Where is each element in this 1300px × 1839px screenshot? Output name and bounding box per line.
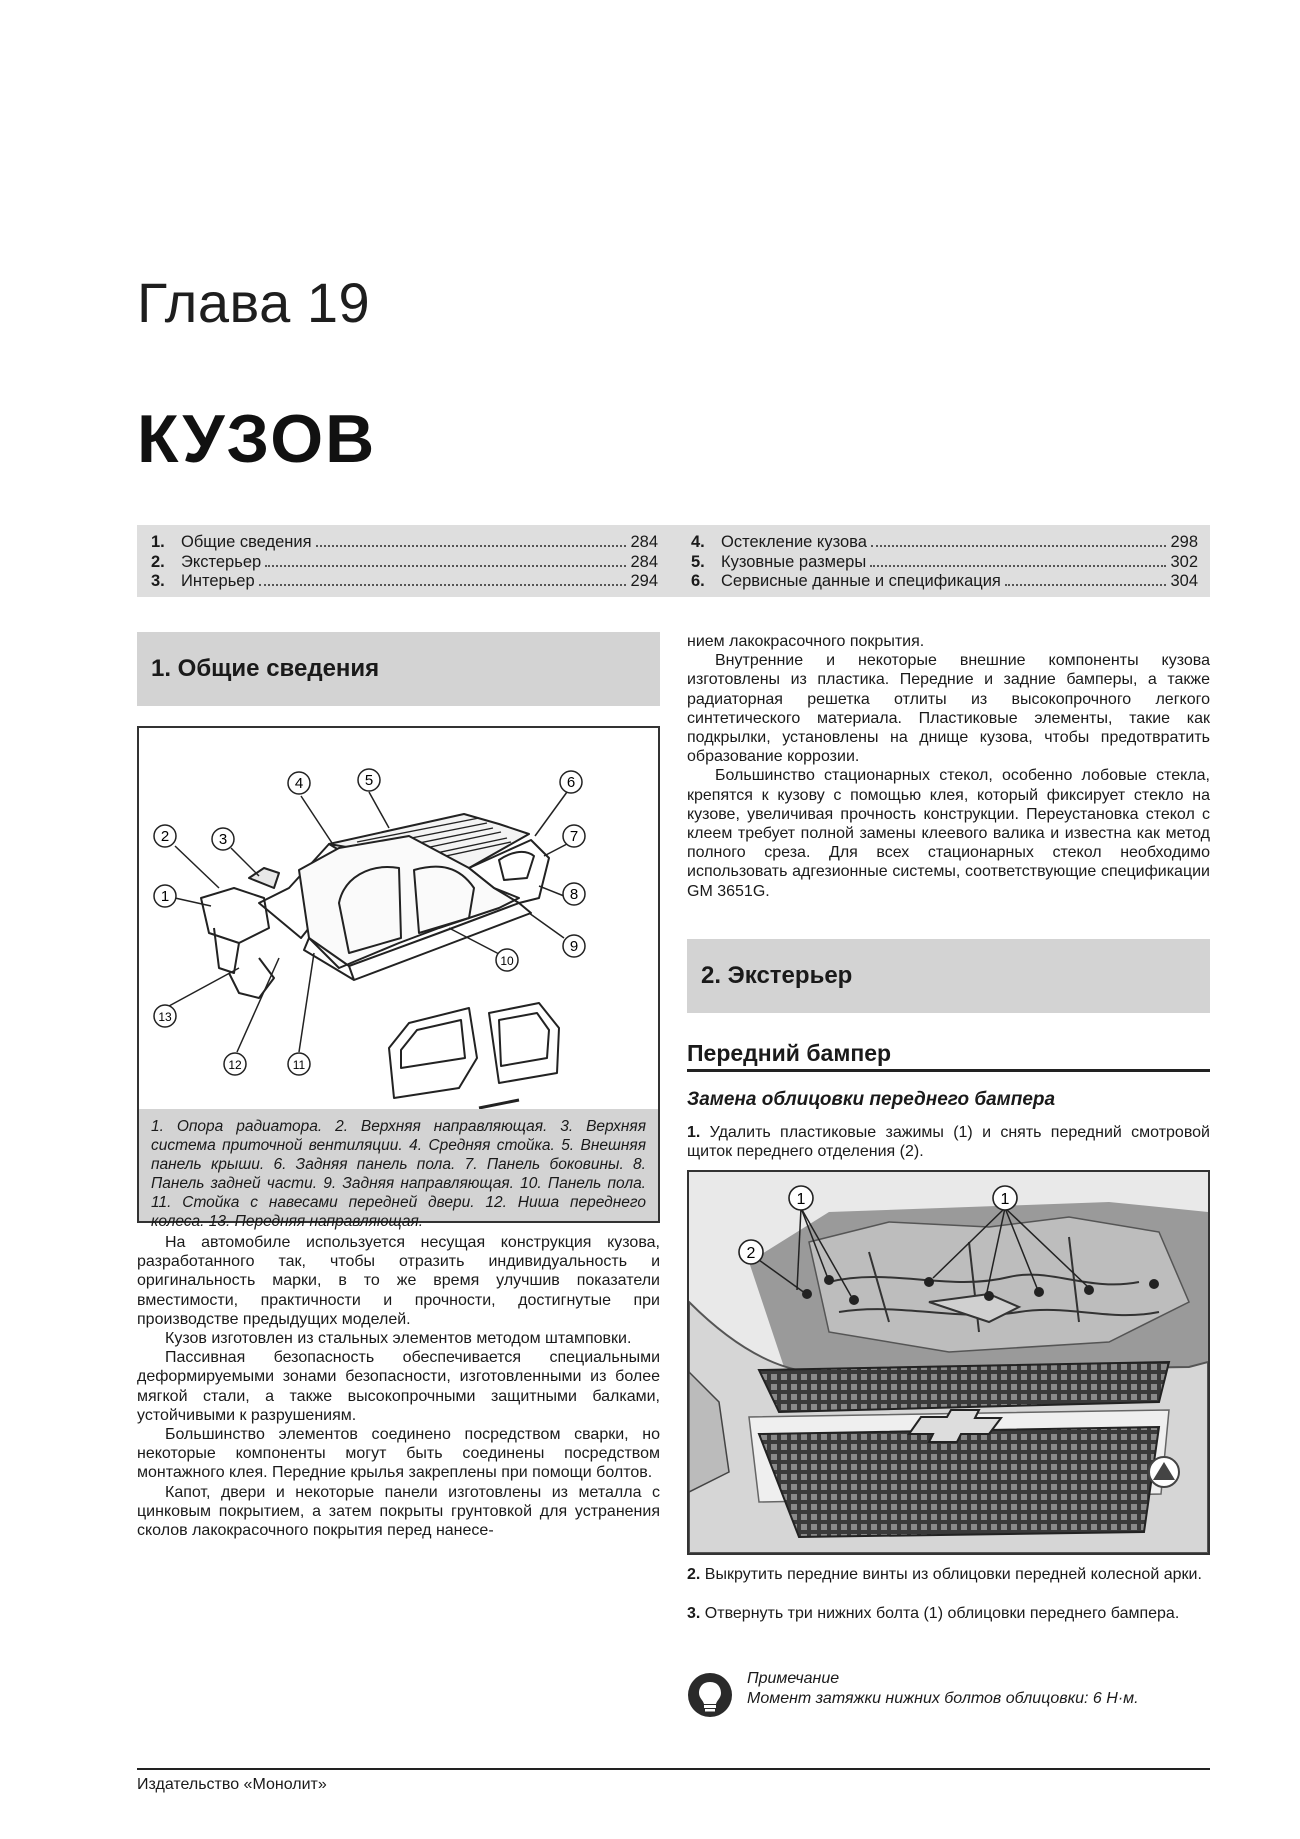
- callout-6: [560, 771, 582, 793]
- step-text: Удалить пластиковые зажимы (1) и снять передний смотровой щиток переднего отделения (2).: [687, 1124, 1210, 1161]
- svg-text:9: 9: [569, 938, 579, 955]
- figure-caption: 1. Опора радиатора. 2. Верхняя направляющая. 3. Верхняя система приточной вентиляции. 4. Средняя стойка. 5. Внешняя панель крыши. 6. Задняя панель пола. 7. Панель боковины. 8. Панель задней части. 9. Задняя направляющая. 10. Панель пола. 11. Стойка с навесами передней двери. 12. Ниша переднего колеса. 13. Передняя направляющая.: [139, 1109, 658, 1221]
- toc-entry-page: 304: [1170, 572, 1198, 590]
- paragraph: Большинство стационарных стекол, особенно лобовые стекла, крепятся к кузову с помощью клея, который фиксирует стекло на кузове, увеличивая прочность конструкции. Переустановка стекол с клеем требует полной замены клеевого валика и известна как метод полного среза. Для всех стационарных стекол необходимо использовать адгезионные системы, соответствующие спецификации GM 3651G.: [687, 767, 1210, 900]
- paragraph: Большинство элементов соединено посредством сварки, но некоторые компоненты могут быть соединены посредством монтажного клея. Передние крылья закреплены при помощи болтов.: [137, 1426, 660, 1482]
- callout-5: [358, 769, 380, 791]
- svg-text:12: 12: [228, 1058, 242, 1072]
- toc-entry-number: 6.: [691, 572, 705, 590]
- svg-text:4: 4: [294, 775, 304, 792]
- svg-text:8: 8: [569, 886, 579, 903]
- note-text: Момент затяжки нижних болтов облицовки: 6 Н·м.: [747, 1690, 1139, 1707]
- callout-3: [212, 828, 234, 850]
- toc-entry-number: 4.: [691, 533, 705, 551]
- chapter-title: КУЗОВ: [137, 401, 377, 477]
- toc-entry-page: 298: [1170, 533, 1198, 551]
- footer-publisher: Издательство «Монолит»: [137, 1776, 327, 1793]
- table-of-contents: [137, 525, 1210, 597]
- note-label: Примечание: [747, 1670, 840, 1687]
- section1-text-left: [137, 1233, 660, 1540]
- svg-text:1: 1: [796, 1191, 806, 1208]
- toc-entry-number: 1.: [151, 533, 165, 551]
- photo-callout-2: [739, 1240, 763, 1264]
- lightbulb-icon: [687, 1672, 733, 1718]
- step-text: Отвернуть три нижних болта (1) облицовки переднего бампера.: [704, 1605, 1180, 1622]
- toc-entry[interactable]: [151, 533, 658, 553]
- callout-12: [224, 1053, 246, 1075]
- toc-entry-number: 2.: [151, 552, 165, 571]
- chapter-label: Глава 19: [137, 271, 371, 334]
- toc-entry-title: Интерьер: [181, 572, 255, 590]
- step-number: 3.: [687, 1605, 701, 1622]
- svg-text:7: 7: [569, 828, 579, 845]
- callout-4: [288, 772, 310, 794]
- step-1: [687, 1123, 1210, 1161]
- step-3: [687, 1604, 1210, 1623]
- toc-leader-dots: [871, 545, 1167, 547]
- toc-entry-title: Общие сведения: [181, 533, 312, 551]
- svg-text:6: 6: [566, 774, 576, 791]
- svg-text:1: 1: [160, 888, 170, 905]
- callout-10: [496, 949, 518, 971]
- note-block: [687, 1666, 1210, 1726]
- subheading-bumper-replacement: Замена облицовки переднего бампера: [687, 1089, 1056, 1110]
- callout-13: [154, 1005, 176, 1027]
- toc-leader-dots: [1005, 584, 1167, 586]
- svg-text:3: 3: [218, 831, 228, 848]
- toc-entry-title: Кузовные размеры: [721, 552, 867, 571]
- engine-bay-photo: [687, 1170, 1210, 1555]
- step-2: [687, 1565, 1210, 1584]
- step-number: 2.: [687, 1566, 701, 1583]
- paragraph: Пассивная безопасность обеспечивается специальными деформируемыми зонами безопасности, изготовленными из более мягкой стали, а также высокопрочными защитными балками, устойчивыми к разрушениям.: [137, 1349, 660, 1424]
- callout-2: [154, 825, 176, 847]
- toc-entry[interactable]: [691, 572, 1198, 592]
- svg-text:10: 10: [500, 954, 514, 968]
- toc-column-right: [691, 533, 1198, 592]
- toc-leader-dots: [316, 545, 627, 547]
- paragraph: Кузов изготовлен из стальных элементов методом штамповки.: [165, 1330, 632, 1348]
- toc-entry-title: Сервисные данные и спецификация: [721, 572, 1001, 590]
- section-heading-exterior: 2. Экстерьер: [687, 939, 1210, 1013]
- callout-1: [154, 885, 176, 907]
- toc-entry-number: 3.: [151, 572, 165, 590]
- callout-9: [563, 935, 585, 957]
- svg-text:1: 1: [1000, 1191, 1010, 1208]
- toc-column-left: [151, 533, 658, 592]
- svg-text:2: 2: [160, 828, 170, 845]
- toc-entry-page: 284: [630, 533, 658, 551]
- photo-callout-1a: [789, 1186, 813, 1210]
- svg-text:11: 11: [292, 1058, 306, 1072]
- engine-bay-illustration: [689, 1172, 1208, 1553]
- subheading-front-bumper: Передний бампер: [687, 1040, 892, 1066]
- body-structure-figure: [137, 726, 660, 1230]
- toc-entry-title: Экстерьер: [181, 552, 262, 571]
- toc-leader-dots: [259, 584, 627, 586]
- toc-entry-page: 284: [630, 552, 658, 571]
- paragraph: нием лакокрасочного покрытия.: [687, 633, 925, 650]
- section-heading-general: 1. Общие сведения: [137, 632, 660, 706]
- subheading-rule: [687, 1069, 1210, 1072]
- section1-text-right: [687, 632, 1210, 901]
- toc-entry-page: 302: [1170, 552, 1198, 571]
- toc-entry[interactable]: [691, 533, 1198, 553]
- svg-text:5: 5: [364, 772, 374, 789]
- toc-entry[interactable]: [151, 572, 658, 592]
- publisher-logo-icon: [1149, 1457, 1179, 1487]
- callout-8: [563, 883, 585, 905]
- callout-11: [288, 1053, 310, 1075]
- toc-entry-title: Остекление кузова: [721, 533, 867, 551]
- step-text: Выкрутить передние винты из облицовки передней колесной арки.: [704, 1566, 1202, 1583]
- step-number: 1.: [687, 1124, 701, 1141]
- footer-rule: [137, 1768, 1210, 1770]
- toc-entry-number: 5.: [691, 552, 705, 571]
- paragraph: На автомобиле используется несущая конструкция кузова, разработанного так, чтобы отразить индивидуальность и оригинальность марки, в то же время улучшив показатели вместимости, практичности и прочности, достигнутые при производстве предыдущих моделей.: [137, 1234, 660, 1328]
- paragraph: Внутренние и некоторые внешние компоненты кузова изготовлены из пластика. Передние и задние бамперы, а также радиаторная решетка отлиты из высокопрочного легкого синтетического материала. Пластиковые элементы, такие как подкрылки, установлены на днище кузова, чтобы предотвратить образование коррозии.: [687, 652, 1210, 766]
- photo-callout-1b: [993, 1186, 1017, 1210]
- svg-text:13: 13: [158, 1010, 172, 1024]
- svg-text:2: 2: [746, 1245, 756, 1262]
- toc-entry-page: 294: [630, 572, 658, 590]
- toc-entry[interactable]: [151, 553, 658, 573]
- toc-leader-dots: [870, 565, 1166, 567]
- callout-7: [563, 825, 585, 847]
- paragraph: Капот, двери и некоторые панели изготовлены из металла с цинковым покрытием, а затем покрыты грунтовкой для устранения сколов лакокрасочного покрытия перед нанесе-: [137, 1483, 660, 1540]
- toc-leader-dots: [265, 565, 626, 567]
- toc-entry[interactable]: [691, 553, 1198, 573]
